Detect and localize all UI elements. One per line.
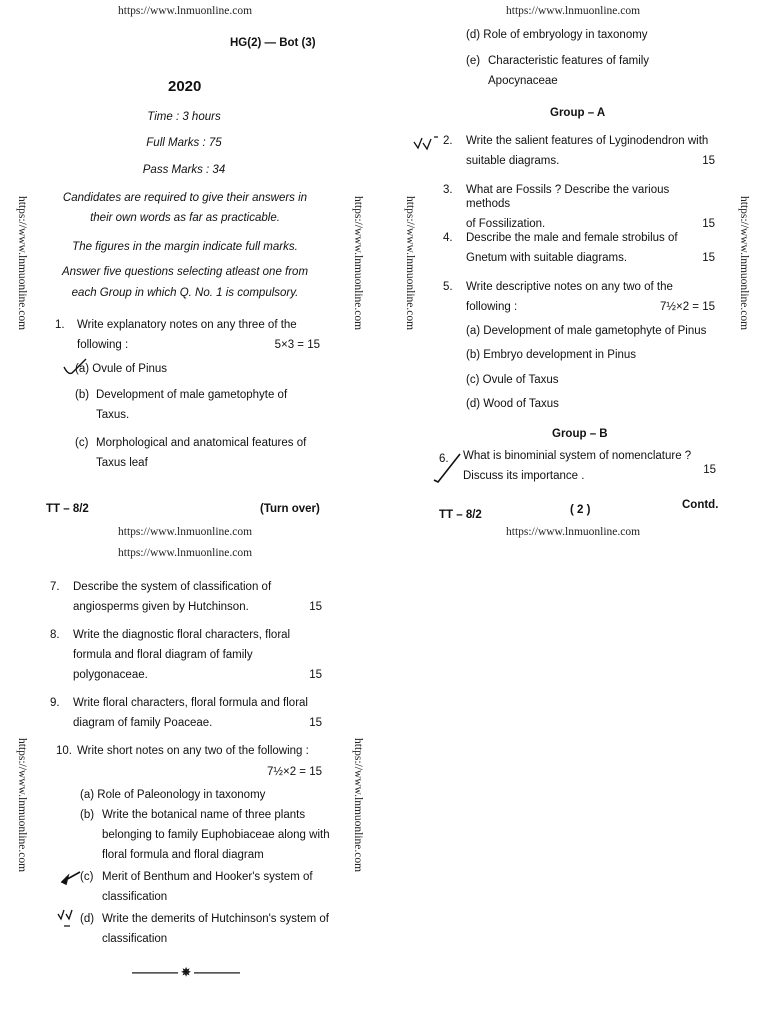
question-3 <box>443 183 715 231</box>
question-3-line2: of Fossilization. <box>466 218 546 230</box>
question-10d-line2: classification <box>102 933 168 945</box>
question-10b-line3: floral formula and floral diagram <box>102 849 264 861</box>
paper-code: HG(2) — Bot (3) <box>230 37 316 49</box>
question-10c <box>80 870 330 904</box>
question-5b <box>466 348 636 362</box>
question-2-line1: Write the salient features of Lyginodendron with <box>466 135 709 147</box>
question-1-line2: following : <box>77 339 129 351</box>
question-6-number: 6. <box>439 453 449 465</box>
question-1b-line1: Development of male gametophyte of <box>96 389 288 401</box>
watermark-vertical-2: https://www.lnmuonline.com <box>352 196 364 331</box>
question-10d-line1: Write the demerits of Hutchinson's system of <box>102 913 329 925</box>
question-1b-line2: Taxus. <box>96 409 130 421</box>
question-1d <box>466 28 648 42</box>
question-5a-label: (a) <box>466 325 481 337</box>
question-5c <box>466 373 558 387</box>
instruction-selection-line2: each Group in which Q. No. 1 is compulsory. <box>71 287 299 299</box>
question-3-marks: 15 <box>702 218 715 230</box>
question-6-marks: 15 <box>703 464 716 476</box>
question-9 <box>50 696 322 730</box>
question-10b-line1: Write the botanical name of three plants <box>102 809 306 821</box>
question-5-marks: 7½×2 = 15 <box>660 301 715 313</box>
end-of-paper-mark: ———— ✵ ———— <box>132 967 241 979</box>
question-5a <box>466 324 706 338</box>
page1-footer-turn-over: (Turn over) <box>260 503 320 515</box>
page2-footer-code: TT – 8/2 <box>439 509 482 521</box>
question-1-line1: Write explanatory notes on any three of the <box>77 319 297 331</box>
page2-footer-contd: Contd. <box>682 499 719 511</box>
instruction-answers-line2: their own words as far as practicable. <box>90 212 280 224</box>
instruction-selection-line1: Answer five questions selecting atleast one from <box>61 266 309 278</box>
question-10a-text: Role of Paleonology in taxonomy <box>97 789 266 801</box>
question-6-line1: What is binominial system of nomenclature ? <box>463 450 692 462</box>
question-10b <box>80 808 330 862</box>
question-10 <box>56 744 322 779</box>
question-10b-line2: belonging to family Euphobiaceae along with <box>102 829 330 841</box>
instruction-answers-line1: Candidates are required to give their answers in <box>62 192 308 204</box>
watermark-url-top-left: https://www.lnmuonline.com <box>118 5 253 17</box>
question-1c-line2: Taxus leaf <box>96 457 148 469</box>
question-3-number: 3. <box>443 184 453 196</box>
group-b-heading: Group – B <box>552 428 608 440</box>
pen-tick-marks-icon <box>412 134 446 156</box>
question-7-marks: 15 <box>309 601 322 613</box>
question-7-line1: Describe the system of classification of <box>73 581 272 593</box>
question-2-number: 2. <box>443 135 453 147</box>
question-1 <box>55 318 320 352</box>
question-1-marks: 5×3 = 15 <box>274 339 320 351</box>
question-5d-text: Wood of Taxus <box>483 398 559 410</box>
question-1e <box>466 54 716 88</box>
question-10c-label: (c) <box>80 871 94 883</box>
question-1e-line1: Characteristic features of family <box>488 55 650 67</box>
question-6 <box>439 449 716 483</box>
watermark-vertical-6: https://www.lnmuonline.com <box>352 738 364 873</box>
question-10c-line2: classification <box>102 891 168 903</box>
question-4-marks: 15 <box>702 252 715 264</box>
question-5-line2: following : <box>466 301 518 313</box>
watermark-url-mid-right: https://www.lnmuonline.com <box>506 526 641 538</box>
question-10a <box>80 788 265 802</box>
question-1d-label: (d) <box>466 29 481 41</box>
full-marks: Full Marks : 75 <box>146 137 222 149</box>
question-7 <box>50 580 322 614</box>
watermark-url-top-right: https://www.lnmuonline.com <box>506 5 641 17</box>
question-7-number: 7. <box>50 581 60 593</box>
question-5d <box>466 397 559 411</box>
watermark-url-page3-top: https://www.lnmuonline.com <box>118 547 253 559</box>
question-4-line1: Describe the male and female strobilus of <box>466 232 678 244</box>
instruction-margin-marks: The figures in the margin indicate full marks. <box>72 241 298 253</box>
page1-footer-code: TT – 8/2 <box>46 503 89 515</box>
question-9-marks: 15 <box>309 717 322 729</box>
watermark-vertical-5: https://www.lnmuonline.com <box>16 738 28 873</box>
question-5d-label: (d) <box>466 398 481 410</box>
question-9-number: 9. <box>50 697 60 709</box>
question-8-number: 8. <box>50 629 60 641</box>
pen-ticks-mark-icon <box>56 906 84 928</box>
pen-slash-mark-icon <box>432 452 464 486</box>
question-5-line1: Write descriptive notes on any two of the <box>466 281 673 293</box>
instruction-answers <box>50 191 320 225</box>
question-4-number: 4. <box>443 232 453 244</box>
question-10d <box>80 912 330 946</box>
question-8-line1: Write the diagnostic floral characters, floral <box>73 629 291 641</box>
question-1d-text: Role of embryology in taxonomy <box>483 29 648 41</box>
question-1c-line1: Morphological and anatomical features of <box>96 437 307 449</box>
question-10-marks: 7½×2 = 15 <box>267 766 322 778</box>
question-1a-label: (a) <box>75 363 90 375</box>
question-5a-text: Development of male gametophyte of Pinus <box>483 325 707 337</box>
page2-footer-page-number: ( 2 ) <box>570 504 591 516</box>
watermark-vertical-4: https://www.lnmuonline.com <box>738 196 750 331</box>
question-5 <box>443 280 715 314</box>
pen-arrow-mark-icon <box>60 866 84 888</box>
question-1e-label: (e) <box>466 55 481 67</box>
question-4-line2: Gnetum with suitable diagrams. <box>466 252 628 264</box>
question-10a-label: (a) <box>80 789 95 801</box>
question-6-line2: Discuss its importance . <box>463 470 585 482</box>
exam-year: 2020 <box>168 78 202 95</box>
exam-time: Time : 3 hours <box>147 111 221 123</box>
question-8 <box>50 628 322 682</box>
question-8-marks: 15 <box>309 669 322 681</box>
question-8-line3: polygonaceae. <box>73 669 148 681</box>
question-5b-label: (b) <box>466 349 481 361</box>
question-10b-label: (b) <box>80 809 95 821</box>
question-10-line1: Write short notes on any two of the following : <box>77 745 309 757</box>
question-1c-label: (c) <box>75 437 89 449</box>
question-10d-label: (d) <box>80 913 95 925</box>
question-5c-label: (c) <box>466 374 480 386</box>
instruction-selection <box>50 265 320 300</box>
question-7-line2: angiosperms given by Hutchinson. <box>73 601 249 613</box>
question-1a-text: Ovule of Pinus <box>92 363 168 375</box>
question-8-line2: formula and floral diagram of family <box>73 649 253 661</box>
question-10c-line1: Merit of Benthum and Hooker's system of <box>102 871 313 883</box>
question-4 <box>443 231 715 265</box>
watermark-vertical-3: https://www.lnmuonline.com <box>404 196 416 331</box>
question-5b-text: Embryo development in Pinus <box>483 349 637 361</box>
pass-marks: Pass Marks : 34 <box>142 164 226 176</box>
question-10-number: 10. <box>56 745 72 757</box>
question-9-line1: Write floral characters, floral formula and floral <box>73 697 308 709</box>
question-1-number: 1. <box>55 319 65 331</box>
question-3-line1: What are Fossils ? Describe the various methods <box>466 184 670 210</box>
question-2 <box>443 134 715 168</box>
question-1c <box>75 436 320 470</box>
pen-tick-mark-icon <box>62 357 90 379</box>
question-2-marks: 15 <box>702 155 715 167</box>
question-1b <box>75 388 320 422</box>
question-5-number: 5. <box>443 281 453 293</box>
group-a-heading: Group – A <box>550 107 606 119</box>
watermark-url-mid-left: https://www.lnmuonline.com <box>118 526 253 538</box>
question-2-line2: suitable diagrams. <box>466 155 560 167</box>
watermark-vertical-1: https://www.lnmuonline.com <box>16 196 28 331</box>
question-5c-text: Ovule of Taxus <box>482 374 559 386</box>
question-1e-line2: Apocynaceae <box>488 75 558 87</box>
question-1b-label: (b) <box>75 389 90 401</box>
question-9-line2: diagram of family Poaceae. <box>73 717 213 729</box>
